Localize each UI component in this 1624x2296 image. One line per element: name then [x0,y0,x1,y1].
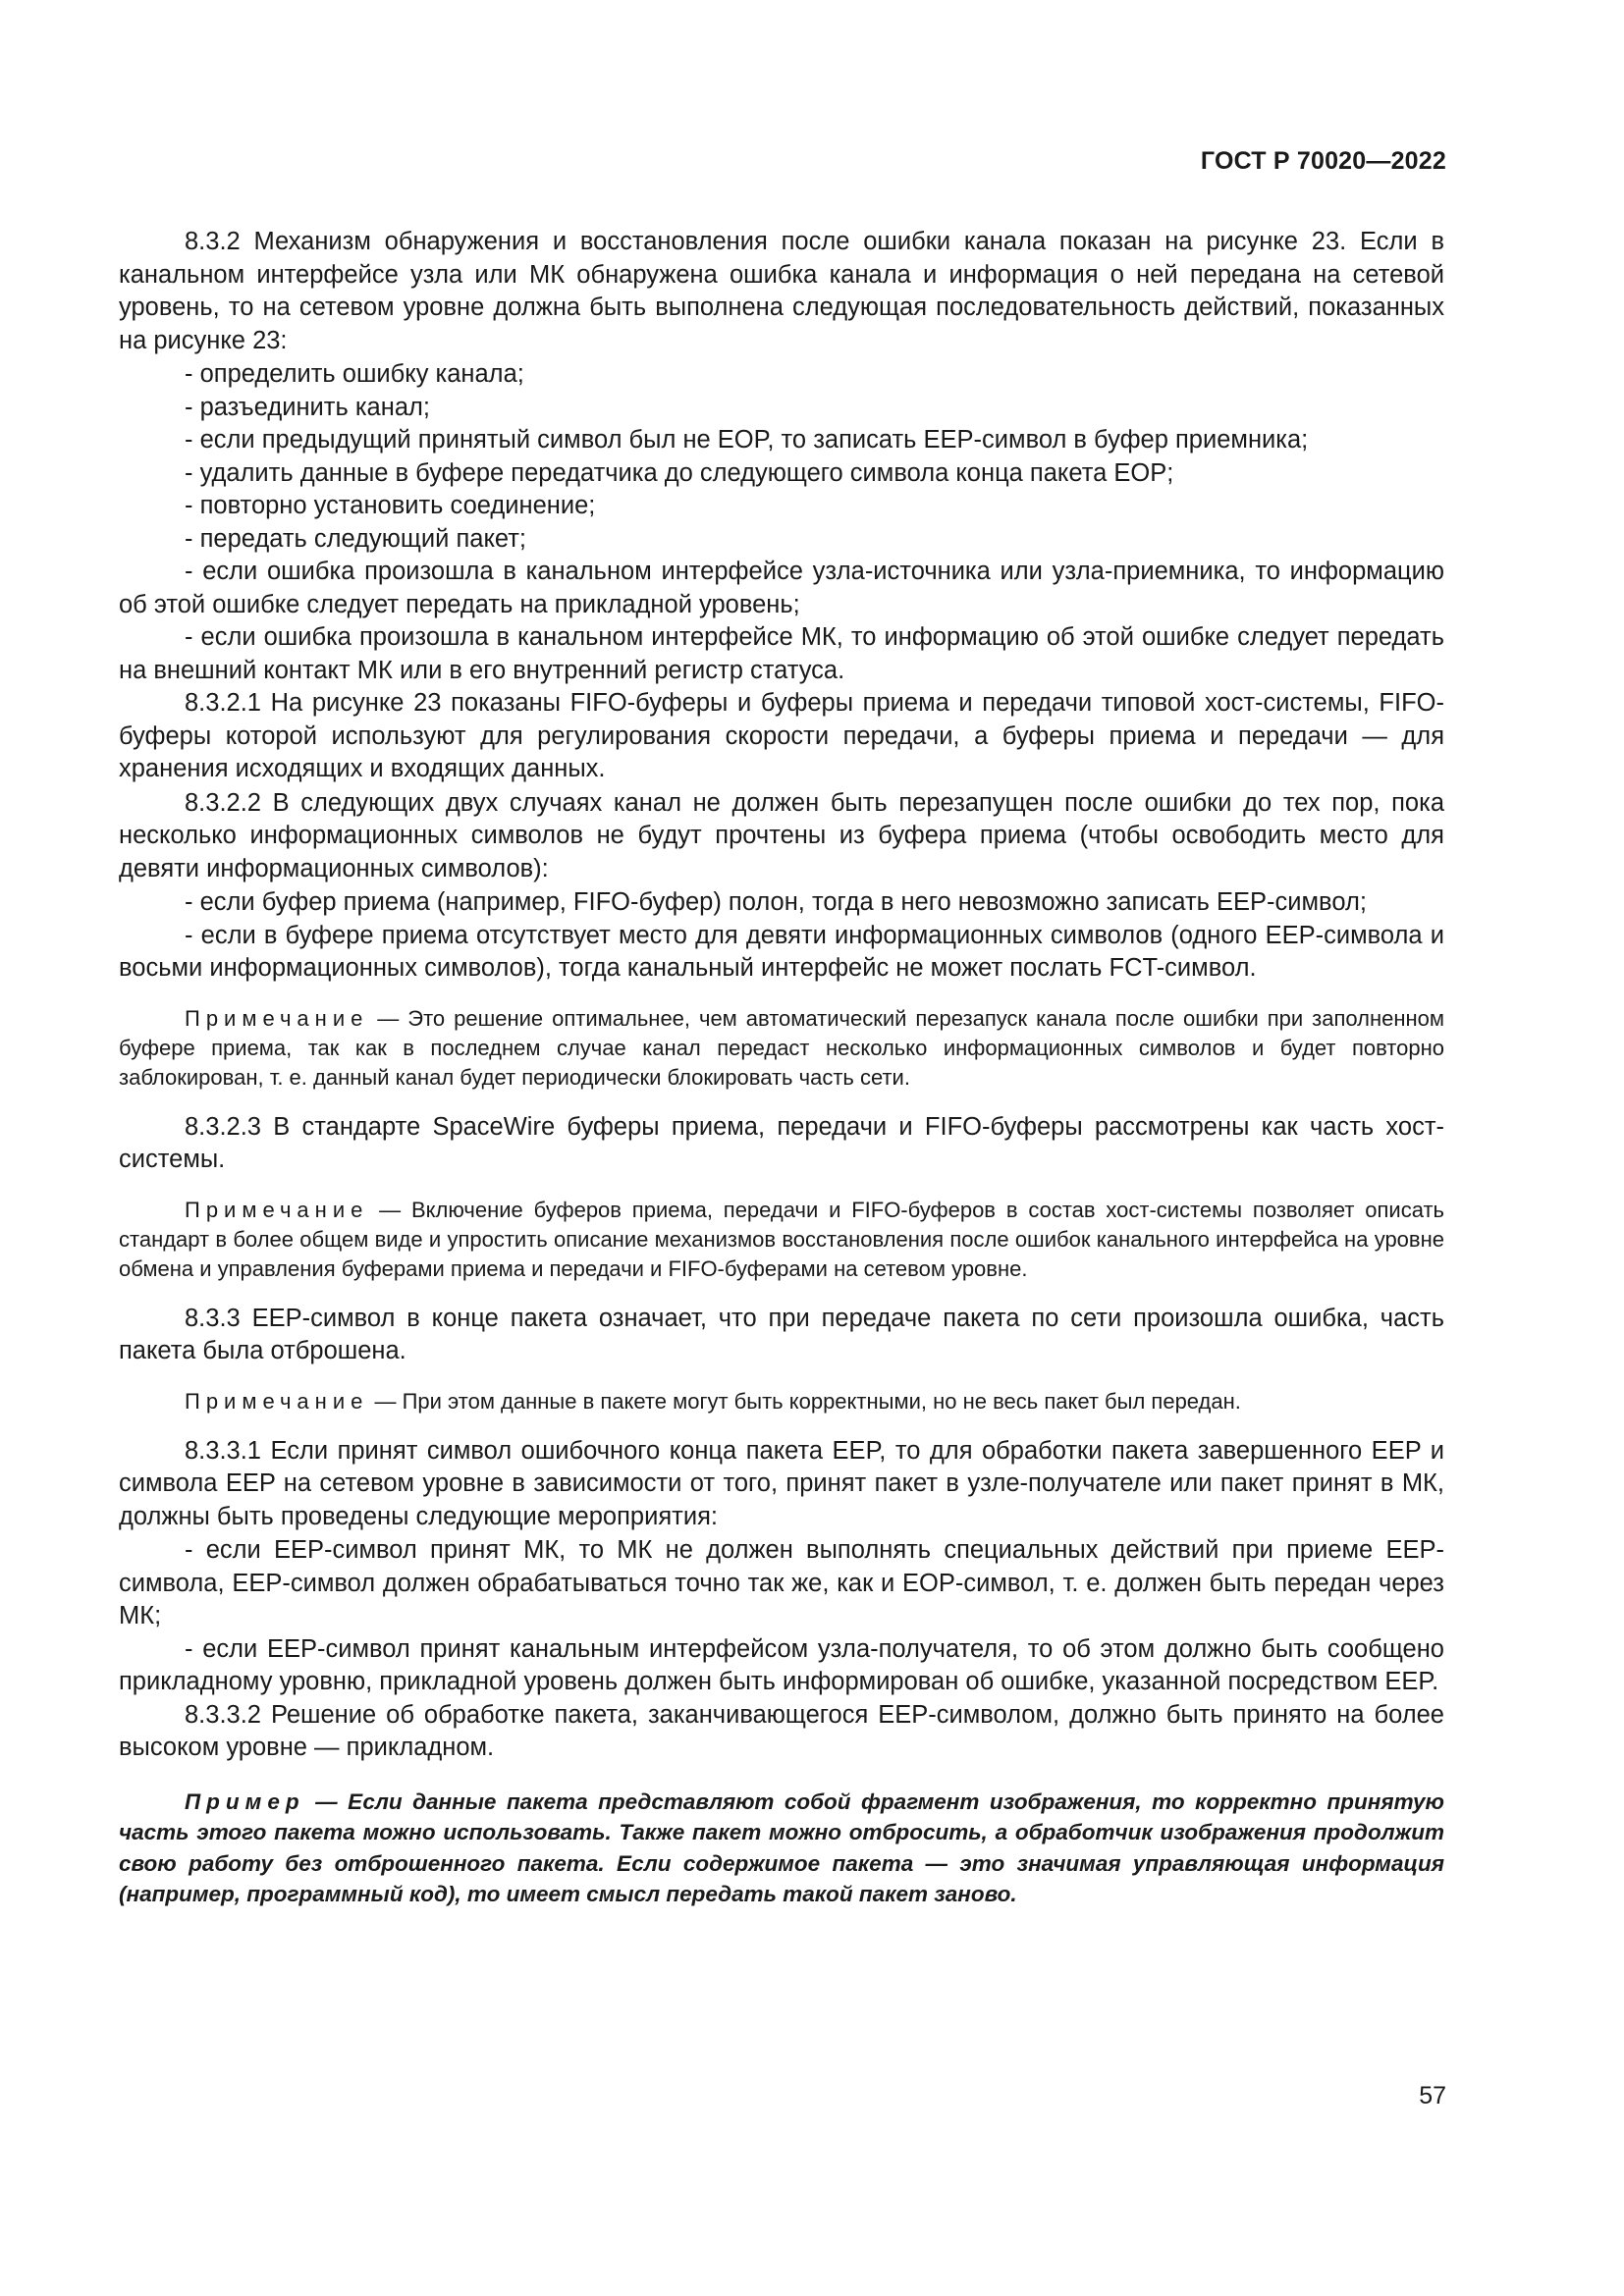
list-item: - если ошибка произошла в канальном интерфейсе МК, то информацию об этой ошибке следует передать на внешний контакт МК или в его внутренний регистр статуса. [119,623,1444,684]
paragraph-8-3-2-2: 8.3.2.2 В следующих двух случаях канал не должен быть перезапущен после ошибки до тех пор, пока несколько информационных символов не будут прочтены из буфера приема (чтобы освободить место для девяти информационных символов): [119,788,1444,882]
page-body [119,226,1444,1910]
paragraph-8-3-3-1: 8.3.3.1 Если принят символ ошибочного конца пакета EEP, то для обработки пакета завершенного EEP и символа EEP на сетевом уровне в зависимости от того, принят пакет в узле-получателе или пакет принят в МК, должны быть проведены следующие мероприятия: [119,1436,1444,1530]
document-id: ГОСТ Р 70020—2022 [1200,147,1446,175]
example-label: Пример [185,1789,305,1814]
note-1 [119,1004,1444,1093]
note-label: Примечание [185,1005,369,1031]
note-text: — Включение буферов приема, передачи и FIFO-буферов в состав хост-системы позволяет описать стандарт в более общем виде и упростить описание механизмов восстановления после ошибок канального интерфейса на уровне обмена и управления буферами приема и передачи и FIFO-буферами на сетевом уровне. [119,1197,1444,1281]
paragraph-8-3-2-3: 8.3.2.3 В стандарте SpaceWire буферы приема, передачи и FIFO-буферы рассмотрены как часть хост-системы. [119,1112,1444,1173]
list-item: - если буфер приема (например, FIFO-буфер) полон, тогда в него невозможно записать EEP-символ; [185,888,1367,916]
list-item: - определить ошибку канала; [185,360,524,388]
list-item: - если предыдущий принятый символ был не EOP, то записать EEP-символ в буфер приемника; [185,426,1309,454]
list-item: - удалить данные в буфере передатчика до следующего символа конца пакета EOP; [185,458,1174,487]
list-item: - если в буфере приема отсутствует место для девяти информационных символов (одного EEP-символа и восьми информационных символов), тогда канальный интерфейс не может послать FCT-символ. [119,921,1444,982]
list-item: - если EEP-символ принят канальным интерфейсом узла-получателя, то об этом должно быть сообщено прикладному уровню, прикладной уровень должен быть информирован об ошибке, указанной посредством EEP. [119,1634,1444,1695]
list-item: - если EEP-символ принят МК, то МК не должен выполнять специальных действий при приеме EEP-символа, EEP-символ должен обрабатываться точно так же, как и EOP-символ, т. е. должен быть передан через МК; [119,1536,1444,1629]
paragraph-8-3-3: 8.3.3 EEP-символ в конце пакета означает, что при передаче пакета по сети произошла ошибка, часть пакета была отброшена. [119,1304,1444,1364]
note-3 [119,1387,1444,1416]
list-item: - передать следующий пакет; [185,524,527,553]
note-label: Примечание [185,1197,369,1222]
paragraph-8-3-2: 8.3.2 Механизм обнаружения и восстановления после ошибки канала показан на рисунке 23. Если в канальном интерфейсе узла или МК обнаружена ошибка канала и информация о ней передана на сетевой уровень, то на сетевом уровне должна быть выполнена следующая последовательность действий, показанных на рисунке 23: [119,228,1444,354]
note-label: Примечание [185,1388,369,1414]
note-2 [119,1196,1444,1284]
list-item: - повторно установить соединение; [185,492,596,519]
action-list [119,358,1444,687]
example-text: — Если данные пакета представляют собой фрагмент изображения, то корректно принятую часть этого пакета можно использовать. Также пакет можно отбросить, а обработчик изображения продолжит свою работу без отброшенного пакета. Если содержимое пакета — это значимая управляющая информация (например, программный код), то имеет смысл передать такой пакет заново. [119,1789,1444,1906]
paragraph-8-3-2-1: 8.3.2.1 На рисунке 23 показаны FIFO-буферы и буферы приема и передачи типовой хост-системы, FIFO-буферы которой используют для регулирования скорости передачи, а буферы приема и передачи — для хранения исходящих и входящих данных. [119,689,1444,782]
example-block [119,1787,1444,1910]
case-list [119,886,1444,986]
page-number: 57 [1419,2082,1446,2109]
note-text: — Это решение оптимальнее, чем автоматический перезапуск канала после ошибки при заполненном буфере приема, так как в последнем случае канал передаст несколько информационных символов и будет повторно заблокирован, т. е. данный канал будет периодически блокировать часть сети. [119,1005,1444,1090]
list-item: - разъединить канал; [185,393,430,421]
paragraph-8-3-3-2: 8.3.3.2 Решение об обработке пакета, заканчивающегося EEP-символом, должно быть принято на более высоком уровне — прикладном. [119,1700,1444,1761]
list-item: - если ошибка произошла в канальном интерфейсе узла-источника или узла-приемника, то информацию об этой ошибке следует передать на прикладной уровень; [119,558,1444,618]
measures-list [119,1534,1444,1699]
note-text: — При этом данные в пакете могут быть корректными, но не весь пакет был передан. [368,1388,1241,1414]
